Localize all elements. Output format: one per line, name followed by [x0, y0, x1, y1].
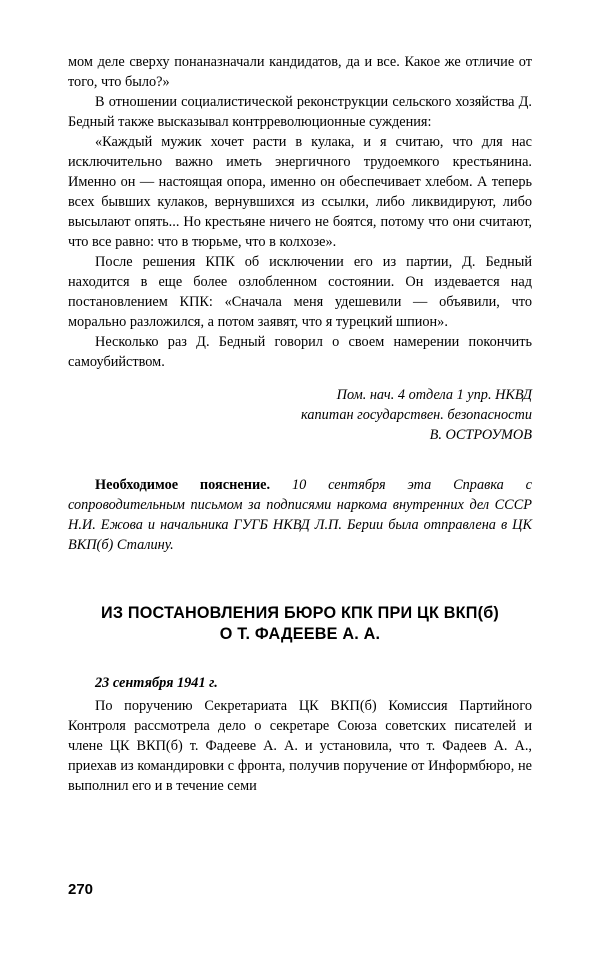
page-number: 270	[68, 881, 94, 898]
section-date: 23 сентября 1941 г.	[95, 675, 218, 692]
paragraph: После решения КПК об исключении его из партии, Д. Бедный находится в еще более озлобленном состоянии. Он издевается над постановлением КПК: «Сначала меня удешевили — объявили, что морально разложился, а потом заявят, что я турецкий шпион».	[68, 254, 532, 331]
section-heading-line-1: ИЗ ПОСТАНОВЛЕНИЯ БЮРО КПК ПРИ ЦК ВКП(б)	[101, 604, 499, 623]
main-text-column	[68, 52, 532, 796]
paragraph: Несколько раз Д. Бедный говорил о своем намерении покончить самоубийством.	[68, 334, 532, 371]
paragraph: В отношении социалистической реконструкции сельского хозяйства Д. Бедный также высказывал контрреволюционные суждения:	[68, 94, 532, 131]
signature-block	[68, 385, 532, 445]
paragraph-quote: «Каждый мужик хочет расти в кулака, и я считаю, что для нас исключительно важно иметь энергичного трудоемкого крестьянина. Именно он — настоящая опора, именно он обеспечивает хлебом. А теперь всех бывших кулаков, вернувшихся из ссылки, либо ликвидируют, либо высылают опять... Но крестьяне ничего не боятся, потому что они считают, что все равно: что в тюрьме, что в колхозе».	[68, 134, 532, 251]
paragraph: По поручению Секретариата ЦК ВКП(б) Комиссия Партийного Контроля рассмотрела дело о секретаре Союза советских писателей и члене ЦК ВКП(б) т. Фадееве А. А. и установила, что т. Фадеев А. А., приехав из командировки с фронта, получив поручение от Информбюро, не выполнил его и в течение семи	[68, 697, 532, 794]
signature-line-title: Пом. нач. 4 отдела 1 упр. НКВД	[336, 387, 532, 404]
editorial-note-label: Необходимое пояснение.	[95, 477, 271, 494]
paragraph: мом деле сверху понаназначали кандидатов, да и все. Какое же отличие от того, что было?»	[68, 54, 532, 91]
editorial-note	[68, 475, 532, 555]
section-heading	[68, 603, 532, 645]
signature-line-name: В. ОСТРОУМОВ	[429, 427, 532, 444]
section-heading-line-2: О Т. ФАДЕЕВЕ А. А.	[219, 625, 381, 644]
signature-line-rank: капитан государствен. безопасности	[301, 407, 532, 424]
editorial-note-text: 10 сентября эта Справка с сопроводительным письмом за подписями наркома внутренних дел СССР Н.И. Ежова и начальника ГУГБ НКВД Л.П. Берии была отправлена в ЦК ВКП(б) Сталину.	[68, 477, 532, 554]
